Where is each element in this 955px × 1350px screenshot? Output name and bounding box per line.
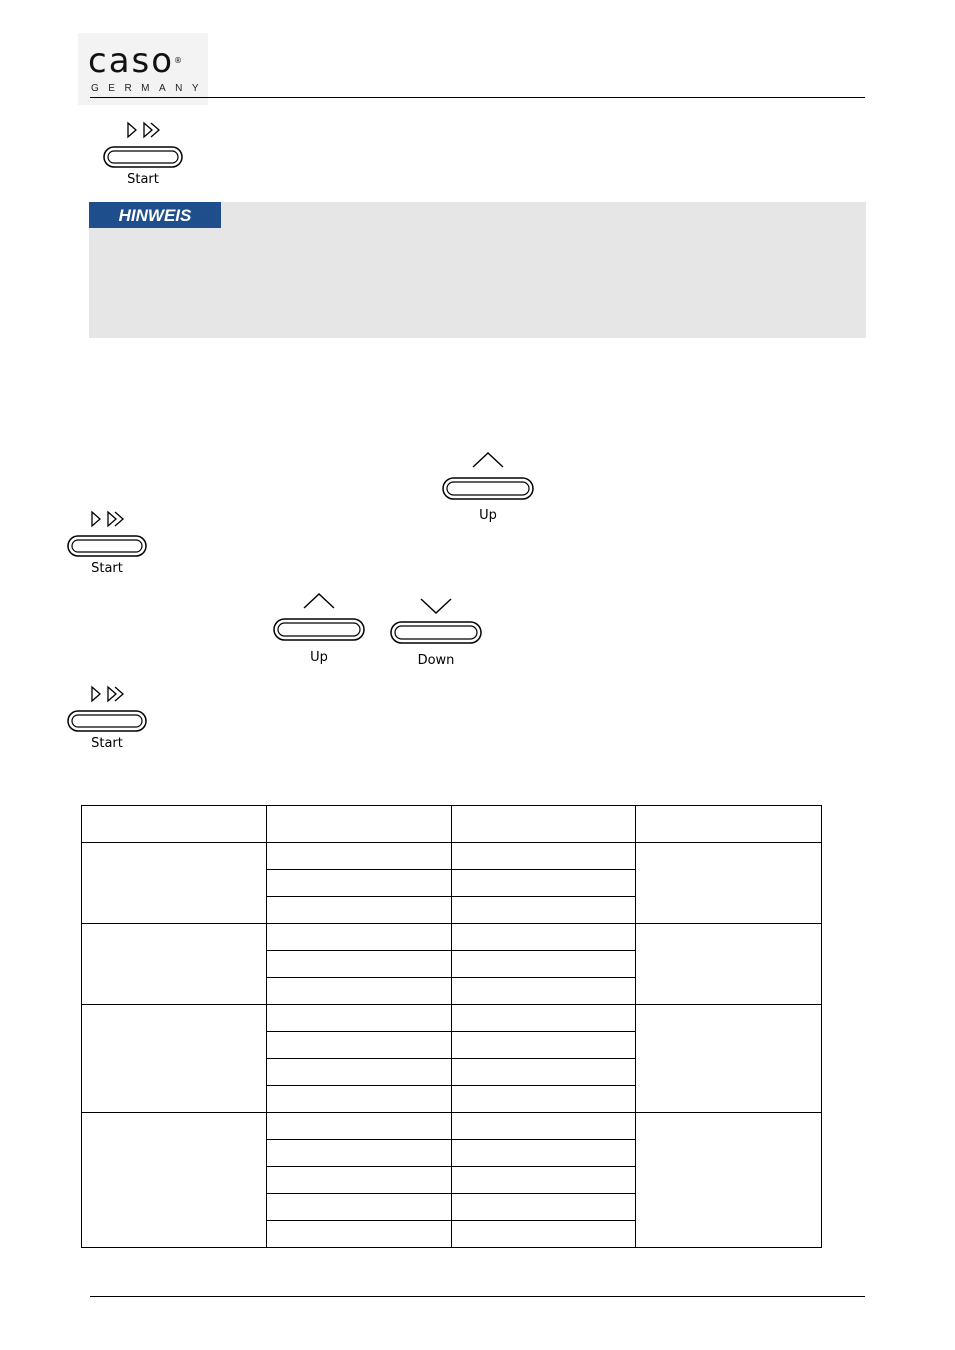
- up-arrow-icon: [442, 450, 534, 502]
- table-header-cell: [82, 806, 267, 843]
- table-row: [82, 843, 822, 870]
- table-cell: [451, 1059, 636, 1086]
- table-cell: [451, 1194, 636, 1221]
- table-cell: [451, 951, 636, 978]
- table-cell: [266, 1086, 451, 1113]
- table-group-cell: [82, 1005, 267, 1113]
- start-caption: Start: [91, 561, 123, 576]
- table-group-cell: [636, 924, 822, 1005]
- table-cell: [451, 870, 636, 897]
- logo-wordmark: caso®: [88, 41, 185, 81]
- caso-logo: [78, 33, 208, 105]
- start-button-graphic: [103, 121, 183, 189]
- table-cell: [451, 1221, 636, 1248]
- table-cell: [451, 1113, 636, 1140]
- table-group-cell: [636, 1113, 822, 1248]
- start-button-graphic-2: [67, 510, 147, 578]
- hint-label: HINWEIS: [89, 202, 221, 228]
- table-cell: [451, 1140, 636, 1167]
- table-cell: [266, 870, 451, 897]
- registered-mark: ®: [174, 56, 185, 65]
- table-cell: [266, 1113, 451, 1140]
- table-cell: [451, 843, 636, 870]
- table-cell: [266, 1140, 451, 1167]
- footer-rule: [90, 1296, 865, 1297]
- start-play-icon: [67, 685, 147, 733]
- up-button-graphic-2: [273, 591, 365, 667]
- up-arrow-icon: [273, 591, 365, 643]
- table-group-cell: [82, 843, 267, 924]
- start-play-icon: [67, 510, 147, 558]
- table-header-cell: [451, 806, 636, 843]
- table-cell: [451, 1167, 636, 1194]
- table-cell: [451, 897, 636, 924]
- table-cell: [451, 978, 636, 1005]
- table-cell: [266, 1194, 451, 1221]
- table-row: [82, 1113, 822, 1140]
- table-cell: [266, 843, 451, 870]
- start-play-icon: [103, 121, 183, 169]
- table-cell: [266, 1005, 451, 1032]
- program-table: [81, 805, 822, 1248]
- table-group-cell: [636, 1005, 822, 1113]
- table-cell: [266, 924, 451, 951]
- table-header-cell: [636, 806, 822, 843]
- table-row: [82, 924, 822, 951]
- up-button-graphic: [442, 450, 534, 526]
- table-cell: [266, 1059, 451, 1086]
- table-cell: [451, 1032, 636, 1059]
- table-cell: [266, 1221, 451, 1248]
- table-cell: [266, 897, 451, 924]
- table-row: [82, 1005, 822, 1032]
- up-caption: Up: [479, 508, 497, 523]
- start-caption: Start: [91, 736, 123, 751]
- table-group-cell: [82, 1113, 267, 1248]
- table-cell: [266, 978, 451, 1005]
- start-button-graphic-3: [67, 685, 147, 753]
- table-group-cell: [82, 924, 267, 1005]
- hint-box: [89, 202, 866, 338]
- logo-subtitle: GERMANY: [91, 83, 209, 94]
- table-header-row: [82, 806, 822, 843]
- down-button-graphic: [390, 596, 482, 670]
- table-cell: [451, 1005, 636, 1032]
- table-cell: [266, 1167, 451, 1194]
- table-cell: [266, 1032, 451, 1059]
- table-header-cell: [266, 806, 451, 843]
- start-caption: Start: [127, 172, 159, 187]
- table-cell: [451, 924, 636, 951]
- table-cell: [451, 1086, 636, 1113]
- up-caption: Up: [310, 650, 328, 665]
- table-group-cell: [636, 843, 822, 924]
- table-cell: [266, 951, 451, 978]
- header-rule: [90, 97, 865, 98]
- down-arrow-icon: [390, 596, 482, 646]
- down-caption: Down: [417, 653, 455, 668]
